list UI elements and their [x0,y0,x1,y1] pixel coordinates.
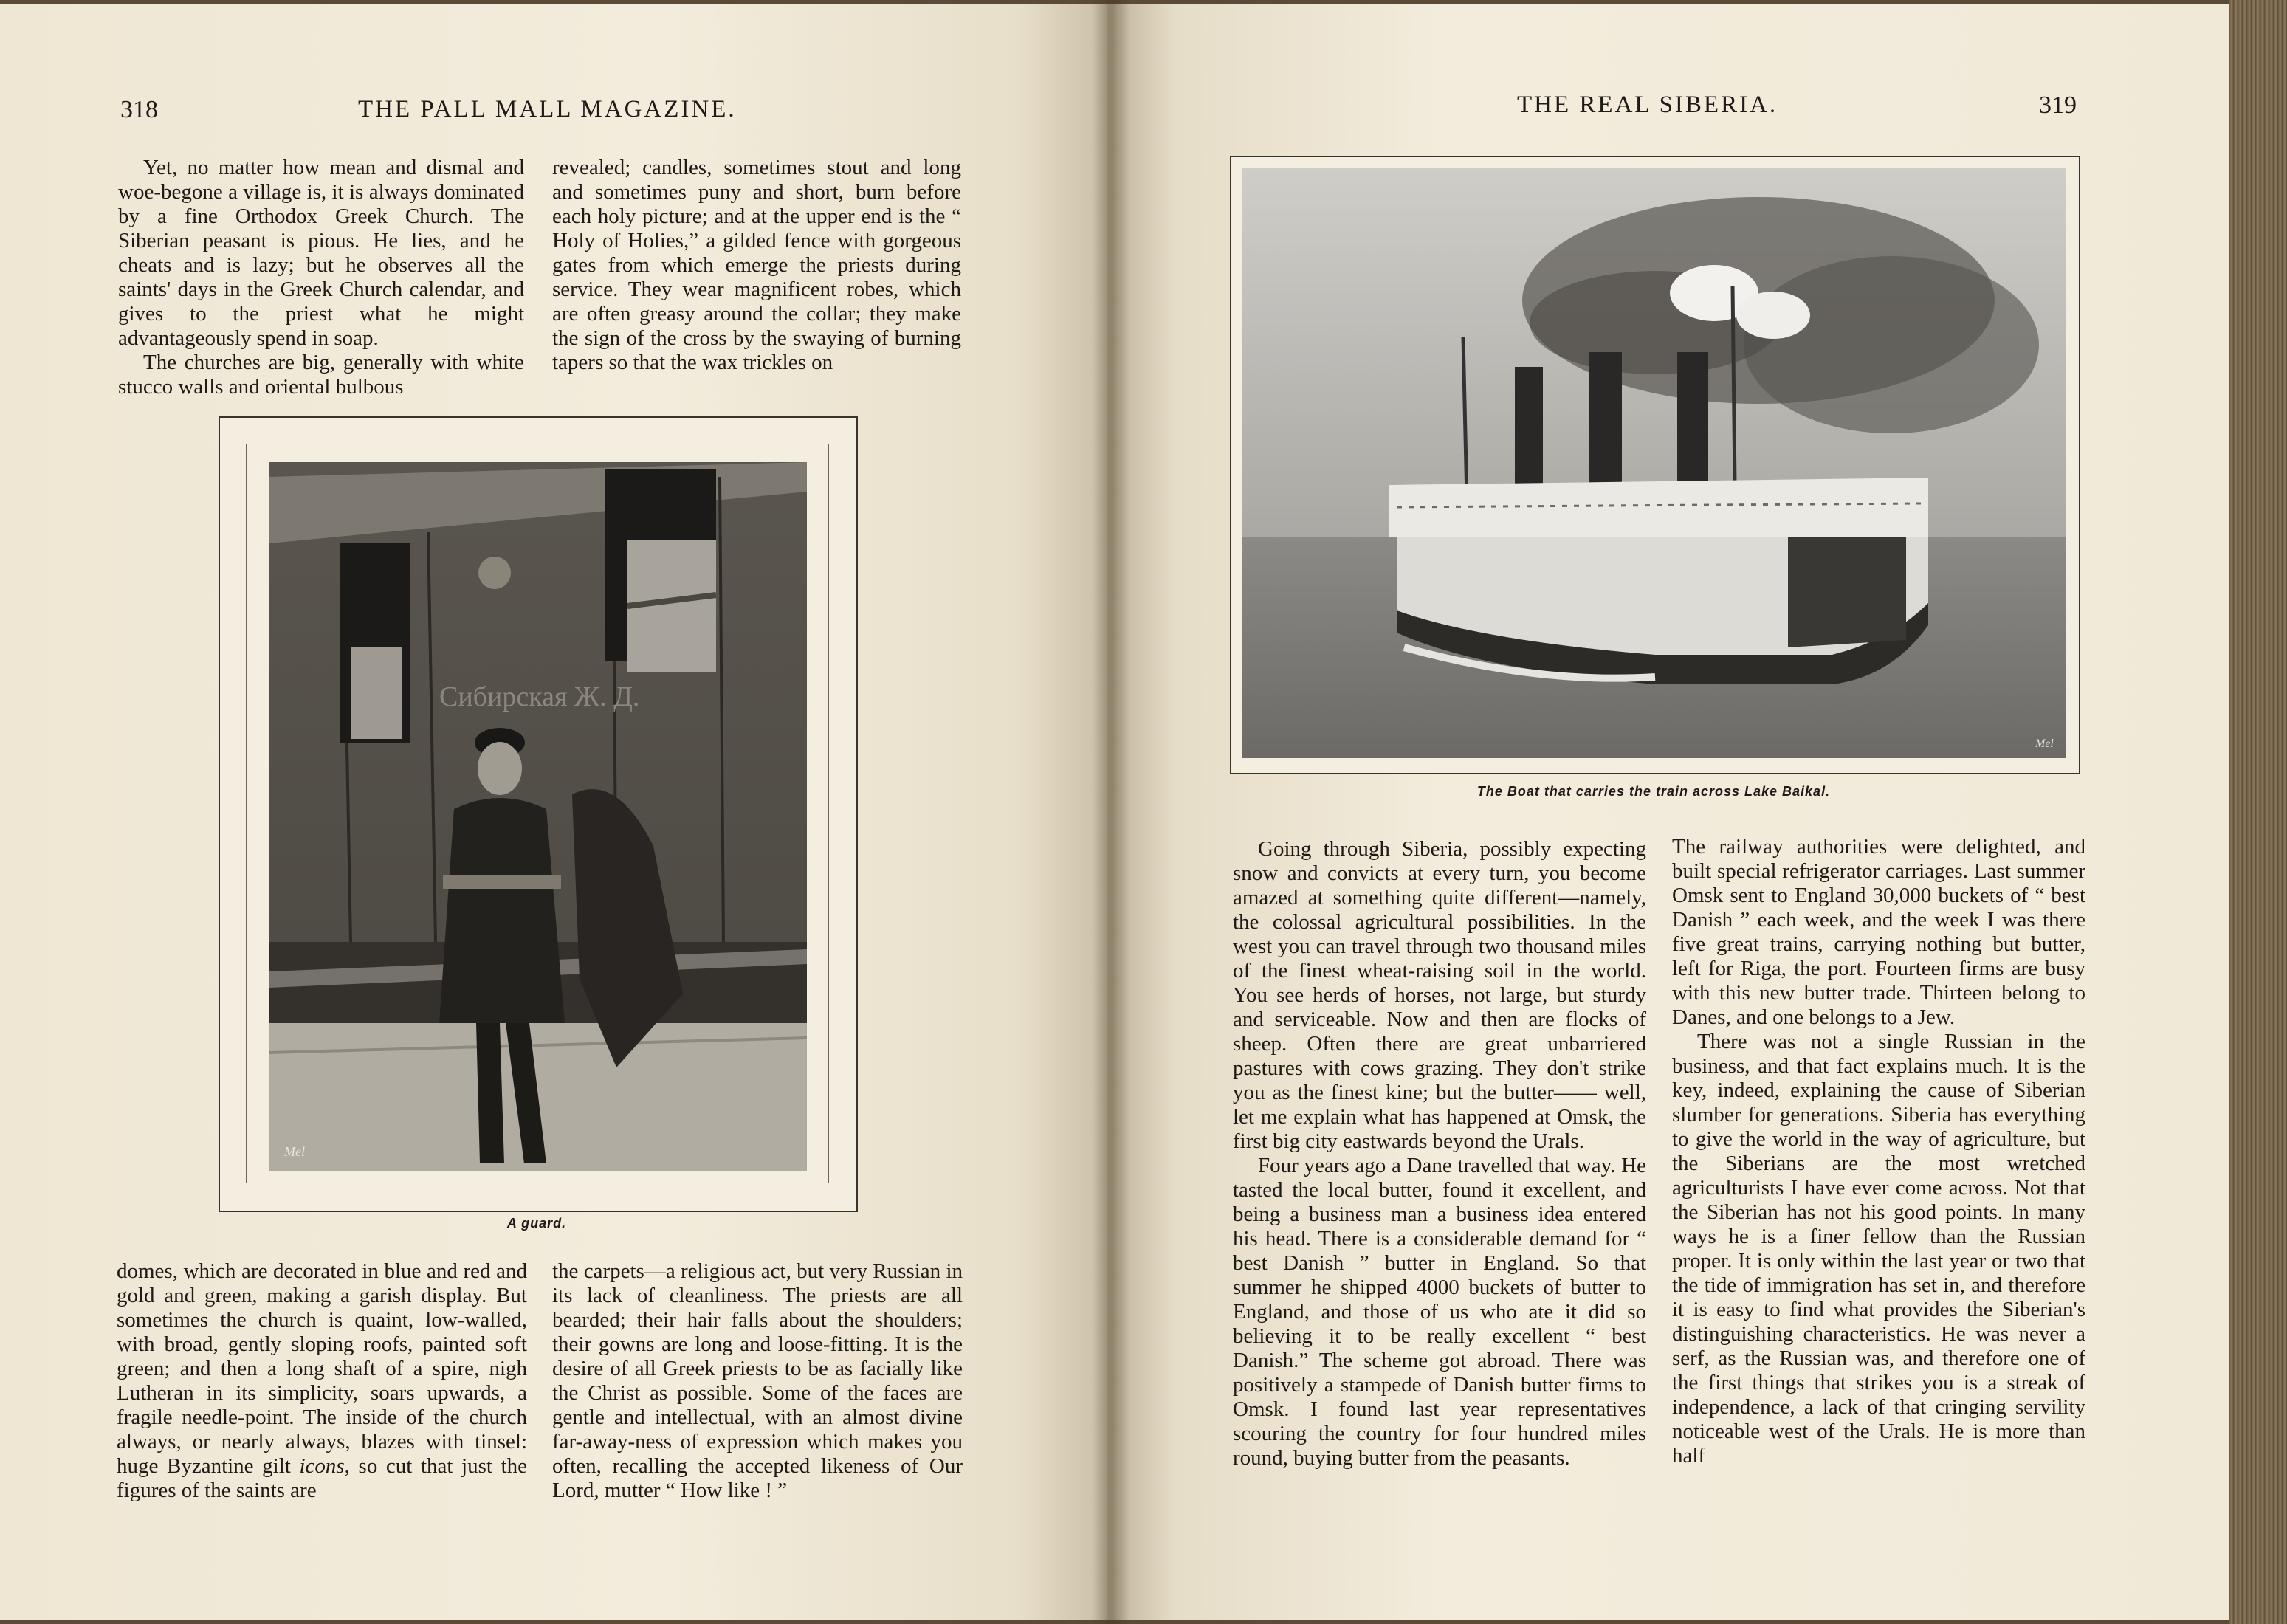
photo-signature: Mel [284,1144,305,1159]
boat-photo-image [1242,168,2066,758]
boat-photo [1242,168,2066,758]
text-run: , so cut that just the figures of the saints are [117,1454,527,1502]
paragraph: revealed; candles, sometimes stout and long and sometimes puny and short, burn before each holy picture; and at the upper end is the “ Holy of Holies,” a gilded fence with gorgeous gates from which emerge the priests during service. They wear magnificent robes, which are often greasy around the collar; they make the sign of the cross by the swaying of burning tapers so that the wax trickles on [552,156,961,374]
italic-word: icons [299,1454,345,1478]
paragraph [117,1259,527,1503]
left-column-1-bottom [117,1259,527,1503]
paragraph: Going through Siberia, possibly expecting snow and convicts at every turn, you become amazed at something quite different—namely, the colossal agricultural possibilities. In the west you can travel through two thousand miles of the finest wheat-raising soil in the world. You see herds of horses, not large, but sturdy and serviceable. Now and then are flocks of sheep. Often there are great unbarriered pastures with cows grazing. They don't strike you as the finest kine; but the butter—— well, let me explain what has happened at Omsk, the first big city eastwards beyond the Urals. [1233,837,1646,1153]
book-page-edges [2229,0,2287,1624]
running-head-right: THE REAL SIBERIA. [1517,92,1778,118]
paragraph: Yet, no matter how mean and dismal and woe-begone a village is, it is always dominated by a fine Orthodox Greek Church. The Siberian peasant is pious. He lies, and he cheats and is lazy; but he observes all the saints' days in the Greek Church calendar, and gives to the priest what he might advantageously spend in soap. [118,156,524,350]
guard-photo [269,462,807,1171]
left-column-1-top [118,156,524,399]
boat-photo-signature: Mel [2035,737,2054,750]
page-number-right: 319 [2039,92,2077,119]
paragraph: the carpets—a religious act, but very Russian in its lack of cleanliness. The priests are all bearded; their hair falls about the shoulders; their gowns are long and loose-fitting. It is the desire of all Greek priests to be as facially like the Christ as possible. Some of the faces are gentle and intellectual, with an almost divine far-away-ness of expression which makes you often, recalling the accepted likeness of Our Lord, mutter “ How like ! ” [552,1259,963,1502]
paragraph: There was not a single Russian in the business, and that fact explains much. It is the key, indeed, explaining the cause of Siberian slumber for generations. Siberia has everything to give the world in the way of agriculture, but the Siberians are the most wretched agriculturists I have ever come across. Not that the Siberian has not his good points. In many ways he is a finer fellow than the Russian proper. It is only within the last year or two that the tide of immigration has set in, and therefore it is easy to find what provides the Siberian's distinguishing characteristics. He was never a serf, as the Russian was, and therefore one of the first things that strikes you is a streak of independence, a lack of that cringing servility noticeable west of the Urals. He is more than half [1672,1030,2085,1468]
paragraph: The railway authorities were delighted, and built special refrigerator carriages. Last summer Omsk sent to England 30,000 buckets of “ best Danish ” each week, and the week I was there five great trains, carrying nothing but butter, left for Riga, the port. Fourteen firms are busy with this new butter trade. Thirteen belong to Danes, and one belongs to a Jew. [1672,835,2085,1029]
text-run: domes, which are decorated in blue and red and gold and green, making a garish display. But sometimes the church is quaint, low-walled, with broad, gently sloping roofs, painted soft green; and then a long shaft of a spire, nigh Lutheran in its simplicity, soars upwards, a fragile needle-point. The inside of the church always, or nearly always, blazes with tinsel: huge Byzantine gilt [117,1259,527,1478]
paragraph: Four years ago a Dane travelled that way. He tasted the local butter, found it excellent, and being a business man a business idea entered his head. There is a considerable demand for “ best Danish ” butter in England. So that summer he shipped 4000 buckets of butter to England, and those of us who ate it did so believing it to be really excellent “ best Danish.” The scheme got abroad. There was positively a stampede of Danish butter firms to Omsk. I found last year representatives scouring the country for four hundred miles round, buying butter from the peasants. [1233,1154,1646,1470]
book-gutter [1093,0,1129,1624]
guard-photo-image [269,462,807,1171]
running-head-left: THE PALL MALL MAGAZINE. [358,96,737,123]
paragraph: The churches are big, generally with white stucco walls and oriental bulbous [118,351,524,399]
page-number-left: 318 [120,96,158,123]
boat-caption: The Boat that carries the train across Lake Baikal. [1476,784,1831,799]
left-column-2-bottom [552,1259,963,1503]
boat-figure-frame [1230,156,2080,774]
guard-figure-frame [219,416,858,1212]
car-lettering: Сибирская Ж. Д. [439,681,640,712]
left-page [0,4,1107,1620]
guard-caption: A guard. [506,1216,567,1231]
right-column-1 [1233,837,1646,1470]
left-column-2-top [552,156,961,375]
right-column-2 [1672,835,2085,1468]
right-page [1107,4,2229,1620]
